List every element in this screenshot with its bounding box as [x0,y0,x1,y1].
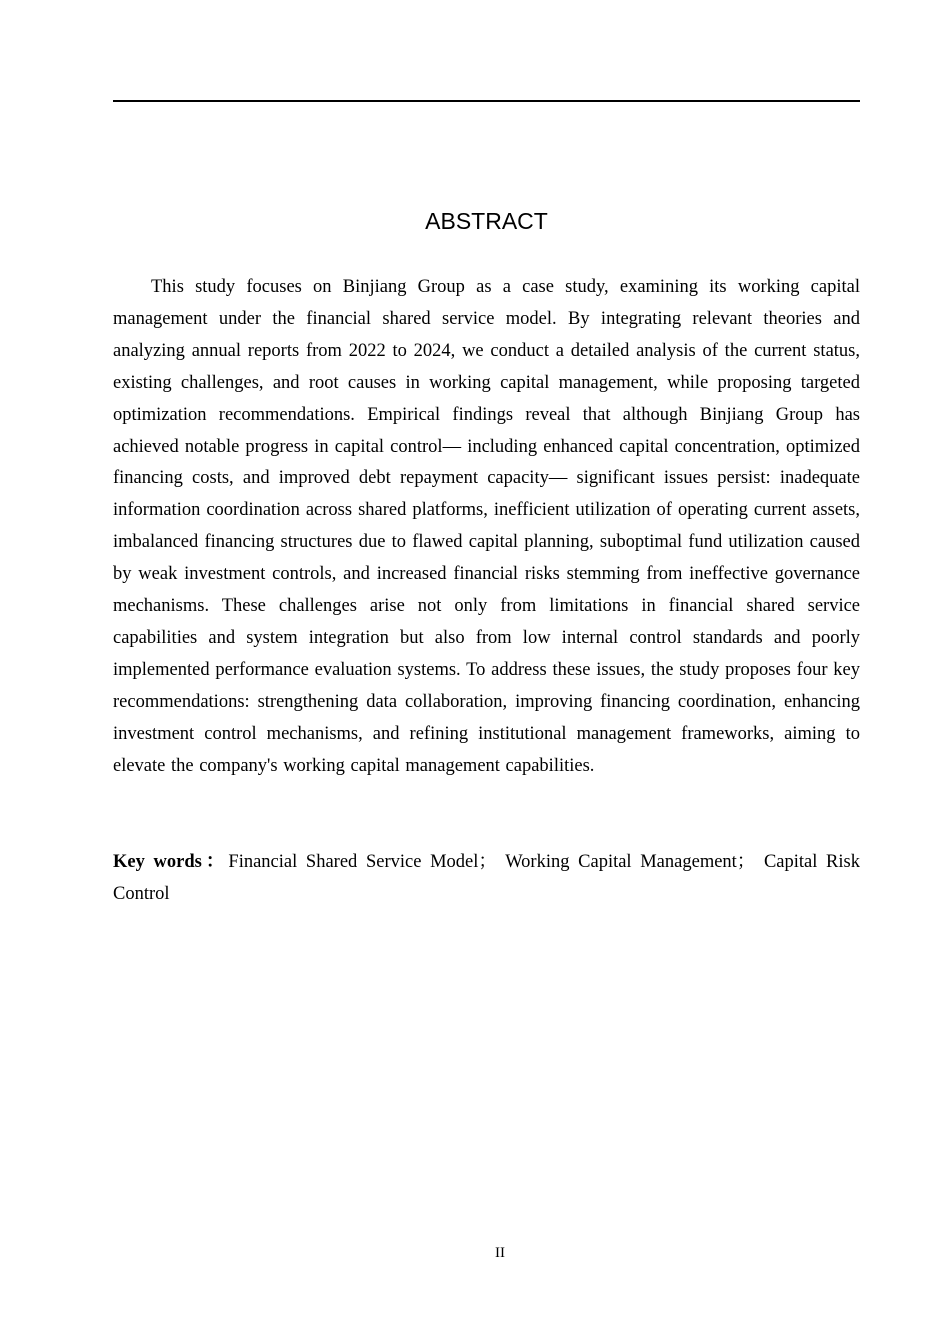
abstract-paragraph: This study focuses on Binjiang Group as a case study, examining its working capital management under the financial shared service model. By integrating relevant theories and analyzing annual reports from 2022 to 2024, we conduct a detailed analysis of the current status, existing challenges, and root causes in working capital management, while proposing targeted optimization recommendations. Empirical findings reveal that although Binjiang Group has achieved notable progress in capital control— including enhanced capital concentration, optimized financing costs, and improved debt repayment capacity— significant issues persist: inadequate information coordination across shared platforms, inefficient utilization of operating current assets, imbalanced financing structures due to flawed capital planning, suboptimal fund utilization caused by weak investment controls, and increased financial risks stemming from ineffective governance mechanisms. These challenges arise not only from limitations in financial shared service capabilities and system integration but also from low internal control standards and poorly implemented performance evaluation systems. To address these issues, the study proposes four key recommendations: strengthening data collaboration, improving financing coordination, enhancing investment control mechanisms, and refining institutional management frameworks, aiming to elevate the company's working capital management capabilities. [113,277,860,776]
page-title: ABSTRACT [425,208,548,234]
header-rule [113,100,860,102]
keywords-label: Key words： [113,852,229,872]
page-number: II [495,1245,505,1261]
keywords-text: Financial Shared Service Model； Working Capital Management； Capital Risk Control [113,852,860,904]
keywords-line [113,846,860,910]
